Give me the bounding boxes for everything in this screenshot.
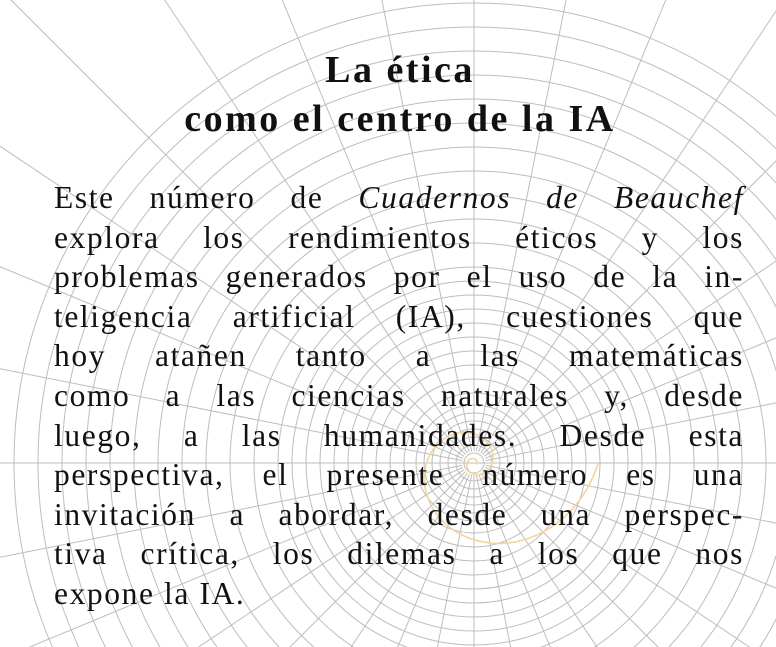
body-line: luego, a las humanidades. Desde esta: [54, 417, 744, 453]
body-line: [54, 178, 744, 218]
body-line: perspectiva, el presente número es una: [54, 457, 744, 493]
body-paragraph: [54, 178, 744, 614]
body-line: problemas generados por el uso de la in-: [54, 259, 744, 295]
body-line: explora los rendimientos éticos y los: [54, 219, 744, 255]
body-line: expone la IA.: [54, 575, 246, 611]
publication-title: Cuadernos de Beauchef: [358, 180, 744, 215]
body-line: hoy atañen tanto a las matemáticas: [54, 338, 744, 374]
page-title-line-2: como el centro de la IA: [184, 98, 616, 140]
body-line: tiva crítica, los dilemas a los que nos: [54, 536, 744, 572]
body-text-span: Este número de: [54, 180, 359, 215]
body-line: invitación a abordar, desde una perspec-: [54, 496, 744, 532]
page-title-line-1: La ética: [325, 49, 475, 91]
body-line: como a las ciencias naturales y, desde: [54, 377, 744, 413]
body-line: teligencia artificial (IA), cuestiones que: [54, 298, 744, 334]
